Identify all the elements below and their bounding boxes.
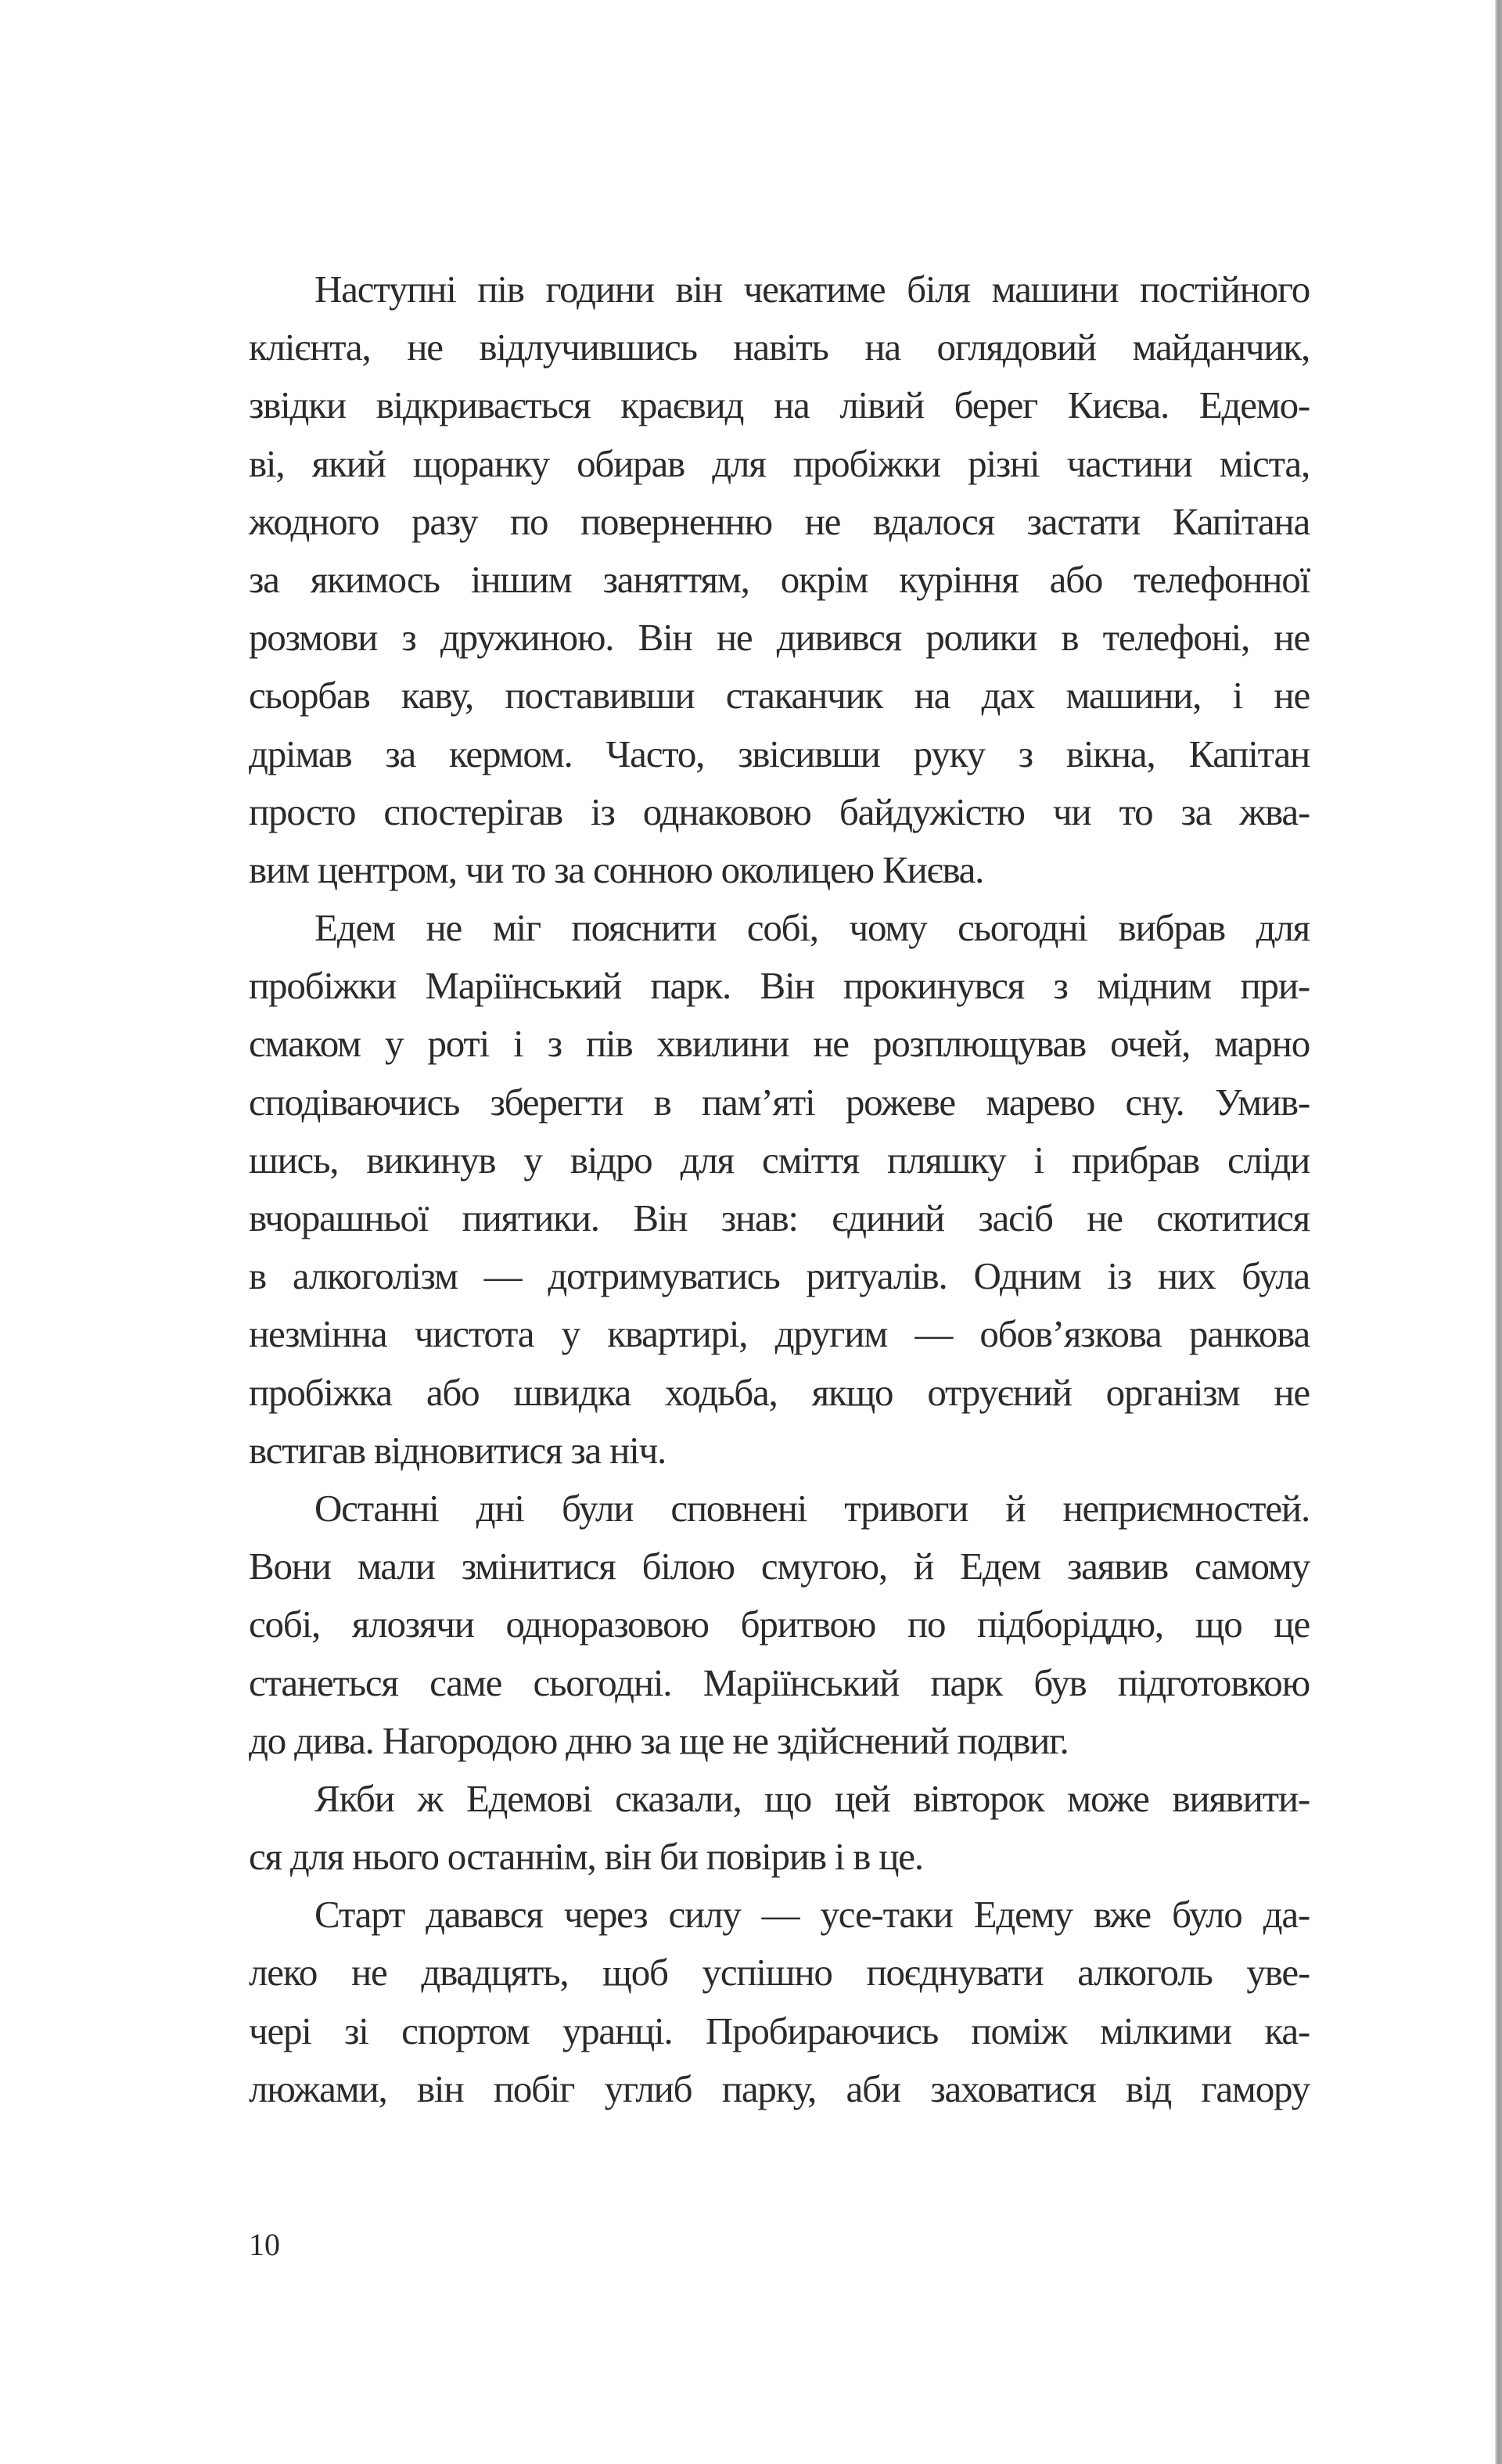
text-line: собі, ялозячи одноразовою бритвою по підборіддю, що це <box>249 1602 1310 1646</box>
text-line: пробіжки Маріїнський парк. Він прокинувся з мідним при- <box>249 964 1310 1008</box>
text-line: сьорбав каву, поставивши стаканчик на дах машини, і не <box>249 674 1310 718</box>
paragraph <box>249 1770 1310 1886</box>
paragraph <box>249 261 1310 899</box>
text-line: Якби ж Едемові сказали, що цей вівторок може виявити- <box>314 1776 1310 1820</box>
text-line: Старт давався через силу — усе-таки Едему вже було да- <box>314 1893 1310 1937</box>
text-line: леко не двадцять, щоб успішно поєднувати алкоголь уве- <box>249 1951 1310 1995</box>
text-line: Наступні пів години він чекатиме біля машини постійного <box>314 268 1310 311</box>
paragraph <box>249 1480 1310 1770</box>
text-line: смаком у роті і з пів хвилини не розплющував очей, марно <box>249 1022 1310 1066</box>
text-line: сподіваючись зберегти в пам’яті рожеве марево сну. Умив- <box>249 1080 1310 1124</box>
text-line: шись, викинув у відро для сміття пляшку і прибрав сліди <box>249 1138 1310 1182</box>
text-line: Вони мали змінитися білою смугою, й Едем заявив самому <box>249 1545 1310 1588</box>
paragraph <box>249 1886 1310 2118</box>
page-number: 10 <box>249 2227 280 2262</box>
text-line: за якимось іншим заняттям, окрім куріння або телефонної <box>249 557 1310 601</box>
text-line: Останні дні були сповнені тривоги й неприємностей. <box>314 1486 1310 1530</box>
body-text <box>249 261 1310 2118</box>
text-line: ві, який щоранку обирав для пробіжки різні частини міста, <box>249 441 1310 485</box>
text-line: жодного разу по поверненню не вдалося застати Капітана <box>249 499 1310 543</box>
text-line: клієнта, не відлучившись навіть на оглядовий майданчик, <box>249 326 1310 369</box>
text-line: встигав відновитися за ніч. <box>249 1428 667 1472</box>
text-line: ся для нього останнім, він би повірив і в це. <box>249 1835 923 1879</box>
text-line: вчорашньої пиятики. Він знав: єдиний засіб не скотитися <box>249 1196 1310 1239</box>
text-line: незмінна чистота у квартирі, другим — обов’язкова ранкова <box>249 1312 1310 1356</box>
page-edge-shadow <box>1495 0 1502 2464</box>
paragraph <box>249 899 1310 1480</box>
text-line: просто спостерігав із однаковою байдужістю чи то за жва- <box>249 790 1310 833</box>
text-line: до дива. Нагородою дню за ще не здійснений подвиг. <box>249 1718 1069 1762</box>
text-line: люжами, він побіг углиб парку, аби заховатися від гамору <box>249 2067 1310 2110</box>
text-line: Едем не міг пояснити собі, чому сьогодні вибрав для <box>314 906 1310 950</box>
text-line: дрімав за кермом. Часто, звісивши руку з вікна, Капітан <box>249 732 1310 775</box>
text-line: в алкоголізм — дотримуватись ритуалів. Одним із них була <box>249 1254 1310 1298</box>
text-line: вим центром, чи то за сонною околицею Києва. <box>249 847 984 891</box>
text-line: звідки відкривається краєвид на лівий берег Києва. Едемо- <box>249 383 1310 427</box>
text-line: розмови з дружиною. Він не дивився ролики в телефоні, не <box>249 616 1310 660</box>
text-line: чері зі спортом уранці. Пробираючись поміж мілкими ка- <box>249 2009 1310 2052</box>
text-line: станеться саме сьогодні. Маріїнський парк був підготовкою <box>249 1660 1310 1704</box>
text-line: пробіжка або швидка ходьба, якщо отруєний організм не <box>249 1370 1310 1414</box>
